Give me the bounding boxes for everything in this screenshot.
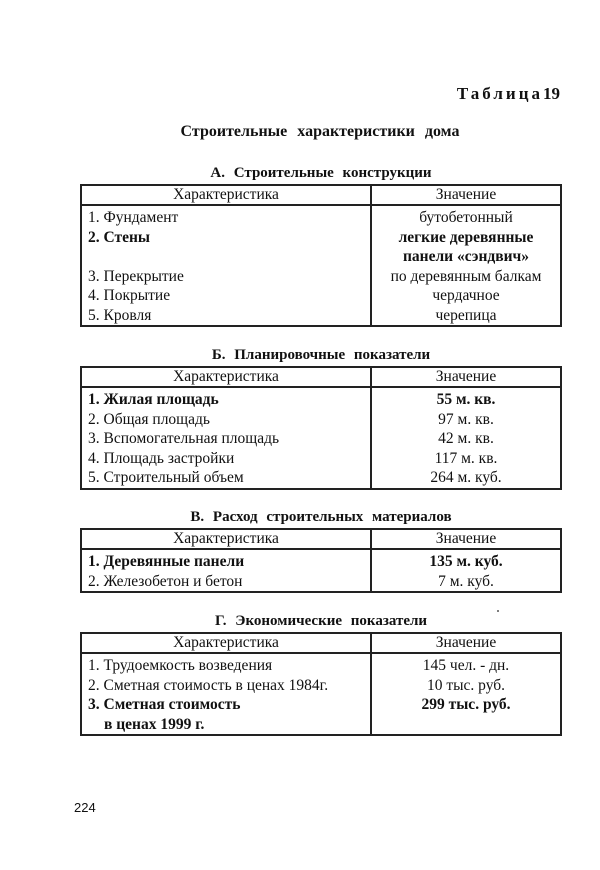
header-characteristic: Характеристика	[81, 633, 371, 653]
row-value: 264 м. куб.	[371, 468, 561, 489]
row-label: 1. Деревянные панели	[81, 549, 371, 572]
row-label: 4. Покрытие	[81, 286, 371, 306]
row-label-line2: в ценах 1999 г.	[104, 715, 205, 733]
table-constructions	[80, 184, 562, 327]
row-value: 42 м. кв.	[371, 429, 561, 449]
table-row	[81, 267, 561, 287]
header-characteristic: Характеристика	[81, 529, 371, 549]
table-row	[81, 410, 561, 430]
row-label: 3. Вспомогательная площадь	[81, 429, 371, 449]
row-label-line1: 3. Сметная стоимость	[88, 696, 241, 713]
table-row	[81, 695, 561, 735]
table-row	[81, 653, 561, 676]
row-value: 117 м. кв.	[371, 449, 561, 469]
row-value: 97 м. кв.	[371, 410, 561, 430]
table-header-row	[81, 185, 561, 205]
row-label: 5. Кровля	[81, 306, 371, 327]
table-row	[81, 205, 561, 228]
table-row	[81, 387, 561, 410]
row-value: 7 м. куб.	[371, 572, 561, 593]
table-row	[81, 572, 561, 593]
row-value: 145 чел. - дн.	[371, 653, 561, 676]
row-value: по деревянным балкам	[371, 267, 561, 287]
row-label: 1. Трудоемкость возведения	[81, 653, 371, 676]
row-value: 55 м. кв.	[371, 387, 561, 410]
row-value-line2: панели «сэндвич»	[402, 248, 530, 265]
table-header-row	[81, 367, 561, 387]
table-number-label	[457, 84, 560, 104]
document-title: Строительные характеристики дома	[180, 123, 460, 140]
table-economics	[80, 632, 562, 736]
page-number: 224	[74, 800, 96, 815]
table-header-row	[81, 529, 561, 549]
row-label: 1. Жилая площадь	[81, 387, 371, 410]
row-label: 5. Строительный объем	[81, 468, 371, 489]
row-value	[371, 228, 561, 267]
section-d-title: Г. Экономические показатели	[214, 613, 428, 629]
scan-speck	[497, 610, 499, 612]
row-value-line1: легкие деревянные	[398, 228, 534, 246]
header-value: Значение	[371, 185, 561, 205]
table-row	[81, 468, 561, 489]
row-label: 2. Стены	[81, 228, 371, 267]
table-label-word: Таблица	[456, 84, 543, 103]
table-row	[81, 676, 561, 696]
row-label: 4. Площадь застройки	[81, 449, 371, 469]
table-planning	[80, 366, 562, 490]
header-value: Значение	[371, 529, 561, 549]
row-label: 2. Общая площадь	[81, 410, 371, 430]
row-label: 3. Перекрытие	[81, 267, 371, 287]
row-label: 2. Железобетон и бетон	[81, 572, 371, 593]
section-b-title: Б. Планировочные показатели	[211, 347, 431, 363]
header-characteristic: Характеристика	[81, 185, 371, 205]
table-header-row	[81, 633, 561, 653]
header-value: Значение	[371, 633, 561, 653]
row-value: 10 тыс. руб.	[371, 676, 561, 696]
row-value: 299 тыс. руб.	[371, 695, 561, 735]
table-row	[81, 306, 561, 327]
table-row	[81, 429, 561, 449]
row-label	[81, 695, 371, 735]
table-row	[81, 549, 561, 572]
row-value: бутобетонный	[371, 205, 561, 228]
table-row	[81, 449, 561, 469]
row-label: 1. Фундамент	[81, 205, 371, 228]
row-label: 2. Сметная стоимость в ценах 1984г.	[81, 676, 371, 696]
row-value: черепица	[371, 306, 561, 327]
header-characteristic: Характеристика	[81, 367, 371, 387]
table-row	[81, 228, 561, 267]
table-row	[81, 286, 561, 306]
table-materials	[80, 528, 562, 593]
table-number: 19	[543, 84, 560, 103]
header-value: Значение	[371, 367, 561, 387]
row-value: 135 м. куб.	[371, 549, 561, 572]
section-c-title: В. Расход строительных материалов	[190, 509, 452, 525]
section-a-title: А. Строительные конструкции	[210, 165, 432, 181]
row-value: чердачное	[371, 286, 561, 306]
